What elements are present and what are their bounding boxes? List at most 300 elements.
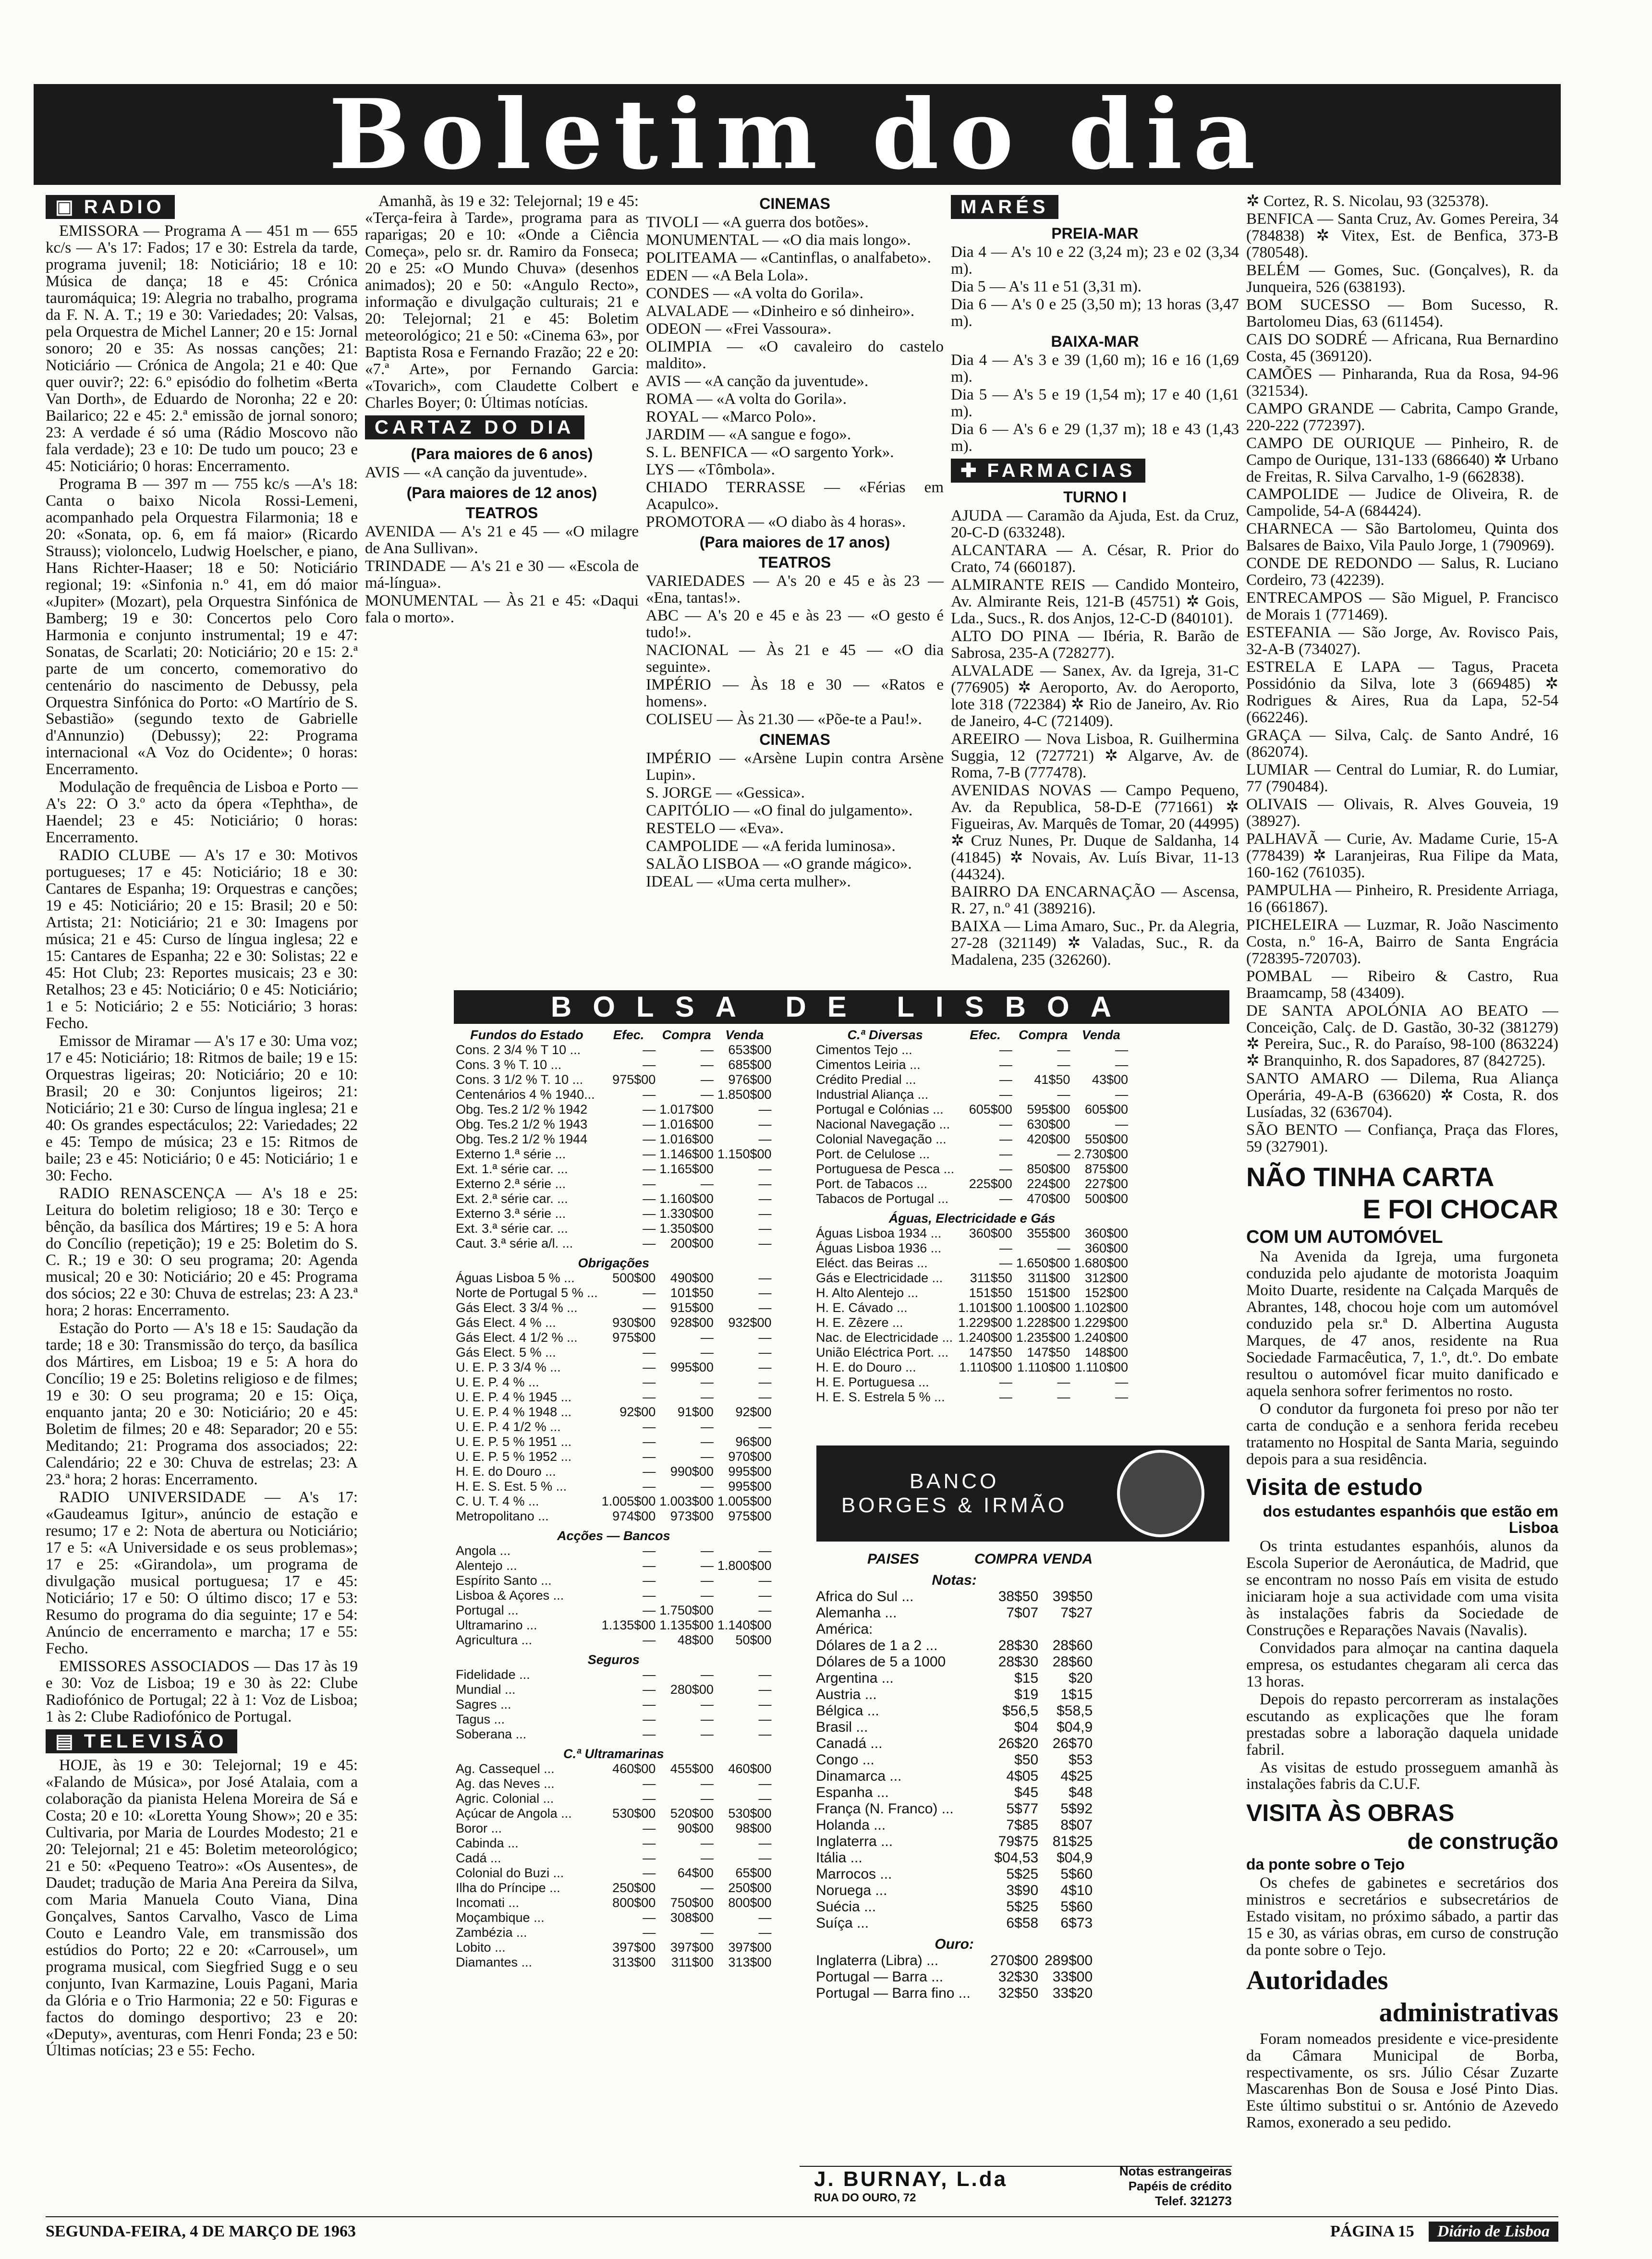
table-row — [814, 1850, 1094, 1866]
row-value: 33$00 — [1052, 1969, 1093, 1985]
row-label: H. Alto Alentejo ... — [816, 1286, 919, 1300]
row-value: — — [643, 1449, 656, 1464]
table-row — [454, 1776, 774, 1791]
pharmacy-entry: BOM SUCESSO — Bom Sucesso, R. Bartolomeu Dias, 63 (611454). — [1246, 296, 1558, 330]
cambios-table-wrap — [800, 1551, 1232, 2002]
row-value: 1.150$00 — [717, 1147, 772, 1161]
table-row — [814, 1931, 1094, 1953]
row-value: — — [1115, 1390, 1129, 1404]
radio-list — [46, 223, 358, 1725]
row-value: 653$00 — [728, 1043, 772, 1057]
table-row — [454, 1300, 774, 1315]
cartaz-listing: S. JORGE — «Gessica». — [646, 784, 805, 802]
pharmacy-entry: LUMIAR — Central do Lumiar, R. do Lumiar, 77 (790484). — [1246, 761, 1558, 795]
row-value: 2.730$00 — [1074, 1147, 1129, 1161]
row-label: H. E. S. Est. 5 % ... — [456, 1479, 567, 1494]
row-value: — — [758, 1603, 772, 1617]
pharmacy-entry: POMBAL — Ribeiro & Castro, Rua Braamcamp, 58 (43409). — [1246, 967, 1558, 1002]
row-value: — — [700, 1851, 714, 1865]
row-value: 79$75 — [998, 1834, 1039, 1849]
table-row — [454, 1543, 774, 1558]
table-row — [814, 1087, 1130, 1102]
burnay-name: J. BURNAY, L.da — [814, 2167, 1008, 2191]
row-value: 875$00 — [1084, 1162, 1129, 1176]
row-value: 1.850$00 — [717, 1087, 772, 1102]
radio-paragraph: Modulação de frequência de Lisboa e Porto — A's 22: O 3.º acto da ópera «Tephtha», de Haendel; 23 e 45: Noticiário; 0 horas: Encerramento. — [46, 778, 358, 847]
row-label: U. E. P. 4 % 1945 ... — [456, 1390, 572, 1404]
row-value: — — [643, 1132, 656, 1146]
pharmacy-entry: ALMIRANTE REIS — Candido Monteiro, Av. Almirante Reis, 121-B (45751) ✲ Gois, Lda., Sucs., R. dos Anjos, 12-C-D (840101). — [951, 576, 1239, 627]
row-value: — — [758, 1206, 772, 1221]
table-header-cell: VENDA — [1042, 1551, 1093, 1567]
row-value: $04,9 — [1057, 1719, 1093, 1735]
row-label: Africa do Sul ... — [816, 1589, 914, 1604]
row-value: — — [700, 1449, 714, 1464]
row-value: — — [758, 1851, 772, 1865]
row-value: $50 — [1014, 1752, 1039, 1768]
row-label: Ag. Cassequel ... — [456, 1761, 555, 1776]
table-row — [814, 1206, 1130, 1226]
row-value: — — [999, 1147, 1012, 1161]
row-label: França (N. Franco) ... — [816, 1801, 954, 1817]
row-value: — — [700, 1558, 714, 1573]
row-value: 975$00 — [612, 1072, 656, 1087]
row-value: 520$00 — [670, 1806, 714, 1821]
cartaz-listing: ODEON — «Frei Vassoura». — [646, 320, 832, 338]
row-value: — — [999, 1132, 1012, 1146]
row-value: — — [643, 1043, 656, 1057]
row-value: 4$25 — [1060, 1768, 1093, 1784]
table-row — [454, 1588, 774, 1603]
section-label: Notas: — [932, 1572, 977, 1588]
row-value: 976$00 — [728, 1072, 772, 1087]
table-row — [454, 1286, 774, 1300]
row-value: 147$50 — [969, 1345, 1012, 1360]
row-value: — — [999, 1162, 1012, 1176]
table-row — [814, 1638, 1094, 1654]
row-value: — — [1057, 1390, 1070, 1404]
table-row — [454, 1162, 774, 1177]
row-value: 930$00 — [612, 1315, 656, 1330]
footer-page: PÁGINA 15 — [1330, 2223, 1414, 2240]
row-label: H. E. do Douro ... — [456, 1464, 556, 1479]
table-row — [814, 1345, 1130, 1360]
bolsa-left-table-wrap — [454, 1028, 838, 1970]
row-label: Colonial Navegação ... — [816, 1132, 947, 1146]
right-column — [1246, 192, 1558, 2209]
story-paragraph: As visitas de estudo prosseguem amanhã às instalações fabris da C.U.F. — [1246, 1759, 1558, 1793]
row-value: — — [758, 1682, 772, 1697]
row-value: 800$00 — [728, 1895, 772, 1910]
section-label: Ouro: — [935, 1936, 974, 1952]
row-value: 975$00 — [612, 1330, 656, 1345]
row-value: 1.016$00 — [659, 1117, 714, 1131]
farmacias-list-continued — [1246, 193, 1558, 1155]
row-value: 1.102$00 — [1074, 1300, 1129, 1315]
row-label: Centenários 4 % 1940... — [456, 1087, 595, 1102]
cinemas-column — [646, 192, 944, 989]
row-value: — — [643, 1603, 656, 1617]
row-value: — — [1057, 1043, 1070, 1057]
cartaz-listing: TIVOLI — «A guerra dos botões». — [646, 213, 869, 231]
row-value: — — [643, 1221, 656, 1236]
row-value: — — [643, 1162, 656, 1176]
row-value: — — [643, 1588, 656, 1603]
row-value: — — [758, 1271, 772, 1285]
row-value: 32$50 — [998, 1985, 1039, 2001]
row-label: Ultramarino ... — [456, 1618, 537, 1632]
radio-paragraph: Emissor de Miramar — A's 17 e 30: Uma voz; 17 e 45: Noticiário; 18: Ritmos de baile; 19 e 15: Orquestras ligeiras; 20: Noticiário; 20 e 10: Brasil; 20 e 30: Conjuntos ligeiros; 21: Noticiário; 21 e 30: Curso de língua inglesa; 21 e 40: Os grandes espectáculos; 22: Variedades; 22 e 45: Tempo de música; 23 e 15: Ritmos de baile; 23 e 45: Noticiário; 0 e 45: Noticiário; 1 e 30: Fecho. — [46, 1032, 358, 1184]
row-value: — — [643, 1177, 656, 1191]
tv-paragraph: Amanhã, às 19 e 32: Telejornal; 19 e 45: «Terça-feira à Tarde», programa para as raparigas; 20 e 10: «Onde a Ciência Começa», pelo sr. dr. Ramiro da Fonseca; 20 e 25: «O Mundo Chuva» (desenhos animados); 20 e 50: «Angulo Recto», informação e divulgação culturais; 21 e 20: Telejornal; 21 e 45: Boletim meteorológico; 21 e 50: «Cinema 63», por Baptista Rosa e Fernando Frazão; 22 e 20: «7.ª Arte», por Fernando Garcia: «Tovarich», com Claudette Colbert e Charles Boyer; 0: Últimas notícias. — [365, 193, 639, 412]
row-value: 915$00 — [670, 1300, 714, 1315]
row-value: — — [758, 1345, 772, 1360]
row-value: 311$00 — [1028, 1271, 1070, 1285]
pharmacy-entry: ALCANTARA — A. César, R. Prior do Crato, 74 (660187). — [951, 542, 1239, 576]
table-header-cell: Efec. — [613, 1028, 644, 1042]
row-value: — — [700, 1177, 714, 1191]
tide-entry: Dia 6 — A's 0 e 25 (3,50 m); 13 horas (3,47 m). — [951, 296, 1239, 330]
row-label: U. E. P. 4 1/2 % ... — [456, 1420, 561, 1434]
table-row — [454, 1603, 774, 1618]
row-value: 1.003$00 — [659, 1494, 714, 1508]
row-value: $58,5 — [1057, 1703, 1093, 1719]
pharmacy-entry: CAIS DO SODRÉ — Africana, Rua Bernardino Costa, 45 (369120). — [1246, 330, 1558, 365]
cartaz-listing: CAMPOLIDE — «A ferida luminosa». — [646, 837, 896, 855]
row-value: 28$60 — [1052, 1638, 1093, 1653]
table-row — [454, 1697, 774, 1712]
row-value: 6$58 — [1006, 1915, 1039, 1931]
row-value: — — [758, 1286, 772, 1300]
row-label: Soberana ... — [456, 1727, 527, 1741]
row-value: — — [643, 1925, 656, 1940]
pharmacy-entry: AJUDA — Caramão da Ajuda, Est. da Cruz, 20-C-D (633248). — [951, 507, 1239, 542]
pharmacy-entry: CAMPOLIDE — Judice de Oliveira, R. de Campolide, 54-A (684424). — [1246, 486, 1558, 520]
cartaz-listing: ABC — A's 20 e 45 e às 23 — «O gesto é tudo!». — [646, 607, 944, 642]
row-label: Marrocos ... — [816, 1866, 892, 1882]
row-value: 147$50 — [1027, 1345, 1070, 1360]
row-value: — — [758, 1573, 772, 1588]
tv-list-continued — [365, 193, 639, 412]
row-value: — — [643, 1117, 656, 1131]
table-row — [814, 1286, 1130, 1300]
table-row — [814, 1785, 1094, 1801]
row-value: 1.016$00 — [659, 1132, 714, 1146]
row-label: Suíça ... — [816, 1915, 869, 1931]
cambios-head — [814, 1551, 1094, 1567]
cartaz-listing: ROMA — «A volta do Gorila». — [646, 390, 847, 408]
row-label: U. E. P. 4 % 1948 ... — [456, 1405, 572, 1419]
story-paragraph: Na Avenida da Igreja, uma furgoneta conduzida pelo ajudante de motorista Joaquim Moito Duarte, residente na Calçada Marquês de Abrantes, 148, chocou hoje com um automóvel conduzido pela sr.ª D. Albertina Augusta Marques, de 47 anos, residente na Rua Sociedade Farmacêutica, 7, 1.º, dt.º. Do embate resultou o automóvel ficar muito danificado e aquela senhora sofrer ferimentos no rosto. — [1246, 1248, 1558, 1400]
row-value: — — [700, 1345, 714, 1360]
row-value: — — [700, 1925, 714, 1940]
table-row — [454, 1791, 774, 1806]
pharmacy-entry: CHARNECA — São Bartolomeu, Quinta dos Balsares de Baixo, Vila Paulo Jorge, 1 (790969). — [1246, 520, 1558, 555]
tv-cartaz-column — [365, 192, 639, 989]
table-row — [814, 1768, 1094, 1785]
row-value: 224$00 — [1027, 1177, 1070, 1191]
row-value: 1.135$00 — [601, 1618, 656, 1632]
row-value — [972, 1621, 1040, 1638]
row-value: 1.240$00 — [958, 1330, 1012, 1345]
cartaz-listing: PROMOTORA — «O diabo às 4 horas». — [646, 513, 906, 531]
row-value: 460$00 — [612, 1761, 656, 1776]
carta-headline-2: E FOI CHOCAR — [1362, 1194, 1558, 1225]
row-value: 975$00 — [728, 1509, 772, 1523]
row-value: 5$25 — [1006, 1866, 1039, 1882]
row-value: 1.330$00 — [659, 1206, 714, 1221]
table-row — [454, 1057, 774, 1072]
row-value: — — [700, 1543, 714, 1558]
table-row — [454, 1836, 774, 1851]
pharmacy-entry: OLIVAIS — Olivais, R. Alves Gouveia, 19 (38927). — [1246, 795, 1558, 830]
pharmacy-entry: CONDE DE REDONDO — Salus, R. Luciano Cordeiro, 73 (42239). — [1246, 555, 1558, 589]
pharmacy-entry: CAMÕES — Pinharanda, Rua da Rosa, 94-96 (321534). — [1246, 365, 1558, 400]
table-row — [454, 1509, 774, 1524]
row-label: Águas Lisboa 1936 ... — [816, 1241, 942, 1255]
row-value: — — [700, 1588, 714, 1603]
cartaz-listing: LYS — «Tômbola». — [646, 461, 775, 479]
row-value: 148$00 — [1084, 1345, 1129, 1360]
row-value: — — [700, 1043, 714, 1057]
cartaz-teatros-12-list — [365, 523, 639, 626]
row-value: — — [758, 1667, 772, 1682]
story-paragraph: Os trinta estudantes espanhóis, alunos da Escola Superior de Aeronáutica, de Madrid, que se encontram no nosso País em visita de estudo iniciaram hoje a sua actividade com uma visita às instalações fabris da Sociedade de Construções e Reparações Navais (Navalis). — [1246, 1537, 1558, 1639]
row-label: Portuguesa de Pesca ... — [816, 1162, 955, 1176]
bolsa-left-table — [454, 1028, 774, 1970]
row-value: — — [999, 1375, 1012, 1389]
row-label: Ext. 3.ª série car. ... — [456, 1221, 568, 1236]
preia-mar-list — [951, 244, 1239, 330]
row-label: Águas Lisboa 1934 ... — [816, 1226, 942, 1240]
table-row — [454, 1761, 774, 1776]
cartaz-listing: JARDIM — «A sangue e fogo». — [646, 425, 851, 443]
row-value: — — [758, 1221, 772, 1236]
table-row — [814, 1654, 1094, 1670]
table-row — [814, 1736, 1094, 1752]
row-value: 289$00 — [1045, 1953, 1093, 1968]
row-value: 5$92 — [1060, 1801, 1093, 1817]
table-row — [814, 1256, 1130, 1271]
cartaz-listing: RESTELO — «Eva». — [646, 819, 784, 837]
teatros-17-list — [646, 573, 944, 728]
autoridades-story — [1246, 2031, 1558, 2132]
row-value: 7$27 — [1060, 1605, 1093, 1621]
row-label: Austria ... — [816, 1687, 877, 1702]
row-label: Lisboa & Açores ... — [456, 1588, 564, 1603]
row-value: 313$00 — [728, 1955, 772, 1969]
row-value: 750$00 — [670, 1895, 714, 1910]
row-label: Águas Lisboa 5 % ... — [456, 1271, 575, 1285]
story-paragraph: O condutor da furgoneta foi preso por não ter carta de condução e a senhora ferida recebeu tratamento no Hospital de Santa Maria, seguindo depois para a sua residência. — [1246, 1400, 1558, 1468]
row-label: Externo 3.ª série ... — [456, 1206, 566, 1221]
row-value: 1$15 — [1060, 1687, 1093, 1702]
row-value: 101$50 — [670, 1286, 714, 1300]
farmacias-header: ✚ FARMACIAS — [951, 459, 1145, 483]
row-value: 1.101$00 — [958, 1300, 1012, 1315]
row-value: — — [1115, 1043, 1129, 1057]
row-value: 50$00 — [735, 1633, 772, 1647]
row-value: 152$00 — [1084, 1286, 1129, 1300]
row-value: — — [643, 1791, 656, 1806]
cartaz-age6: (Para maiores de 6 anos) — [411, 445, 593, 462]
row-value: — — [643, 1836, 656, 1850]
row-value: — — [700, 1072, 714, 1087]
row-label: Nacional Navegação ... — [816, 1117, 950, 1131]
row-value: — — [643, 1420, 656, 1434]
row-value: 39$50 — [1052, 1589, 1093, 1604]
tv-paragraph: HOJE, às 19 e 30: Telejornal; 19 e 45: «Falando de Música», por José Atalaia, com a colaboração da pianista Helena Moreira de Sá e Costa; 20 e 10: «Loretta Young Show»; 20 e 35: Cultivaria, por Maria de Lourdes Modesto; 21 e 20: Telejornal; 21 e 45: Boletim meteorológico; 21 e 50: «Pequeno Teatro»: «Os Ausentes», de Daudet; tradução de Maria Ana Pereira da Silva, com Maria Manuela Couto Viana, Dina Gonçalves, Santos Carvalho, Vasco de Lima Couto e Leandro Vale, em transmissão dos estúdios do Porto; 22 e 20: «Carrousel», um programa musical, com Siegfried Sugg e o seu conjunto, Ivan Karmazine, Louis Pagani, Maria da Glória e o Trio Harmonia; 22 e 50: Figuras e factos do domingo desportivo; 23 e 20: «Deputy», aventuras, com Henri Fonda; 23 e 50: Últimas notícias; 23 e 55: Fecho. — [46, 1757, 358, 2060]
row-value: 28$30 — [998, 1638, 1039, 1653]
row-value: — — [1115, 1117, 1129, 1131]
cartaz-listing: TRINDADE — A's 21 e 30 — «Escola de má-língua». — [365, 557, 639, 592]
row-value: 312$00 — [1084, 1271, 1129, 1285]
table-row — [814, 1985, 1094, 2002]
pharmacy-entry: BAIXA — Lima Amaro, Suc., Pr. da Alegria, 27-28 (321149) ✲ Valadas, Suc., R. da Madalena, 235 (326260). — [951, 918, 1239, 969]
row-value: 605$00 — [969, 1102, 1012, 1117]
row-label: Cabinda ... — [456, 1836, 519, 1850]
row-value: 1.650$00 — [1016, 1256, 1070, 1270]
obras-story — [1246, 1875, 1558, 1959]
burnay-address: RUA DO OURO, 72 — [814, 2191, 916, 2204]
row-label: Alentejo ... — [456, 1558, 517, 1573]
pharmacy-entry: BELÉM — Gomes, Suc. (Gonçalves), R. da Junqueira, 526 (638193). — [1246, 261, 1558, 296]
row-value: 8$07 — [1060, 1817, 1093, 1833]
row-value: 5$77 — [1006, 1801, 1039, 1817]
row-label: Gás Elect. 4 1/2 % ... — [456, 1330, 578, 1345]
cartaz-listing: ALVALADE — «Dinheiro e só dinheiro». — [646, 302, 915, 320]
obras-headline-2: de construção — [1407, 1828, 1558, 1854]
row-label: Cons. 3 1/2 % T. 10 ... — [456, 1072, 583, 1087]
row-label: Port. de Tabacos ... — [816, 1177, 928, 1191]
table-header-cell: Compra — [662, 1028, 711, 1042]
row-value: 1.800$00 — [717, 1558, 772, 1573]
tide-entry: Dia 4 — A's 10 e 22 (3,24 m); 23 e 02 (3,34 m). — [951, 243, 1239, 278]
row-label: Cons. 3 % T. 10 ... — [456, 1057, 562, 1072]
row-value: 32$30 — [998, 1969, 1039, 1985]
row-value: — — [758, 1330, 772, 1345]
row-value: 65$00 — [735, 1866, 772, 1880]
row-value: 91$00 — [677, 1405, 714, 1419]
row-value: 850$00 — [1027, 1162, 1070, 1176]
cartaz-listing: AVIS — «A canção da juventude». — [365, 463, 588, 481]
row-value: 41$50 — [1034, 1072, 1070, 1087]
cartaz-listing: SALÃO LISBOA — «O grande mágico». — [646, 855, 912, 873]
row-value: 1.350$00 — [659, 1221, 714, 1236]
banco-seal-icon — [1117, 1450, 1204, 1537]
table-row — [454, 1955, 774, 1970]
table-header-cell: COMPRA — [974, 1551, 1039, 1567]
row-label: Obg. Tes.2 1/2 % 1944 — [456, 1132, 588, 1146]
row-value: 28$30 — [998, 1654, 1039, 1670]
row-value: 43$00 — [1092, 1072, 1129, 1087]
cartaz-listing: POLITEAMA — «Cantinflas, o analfabeto». — [646, 249, 931, 267]
row-value: 1.017$00 — [659, 1102, 714, 1117]
row-label: Fidelidade ... — [456, 1667, 530, 1682]
row-value: 397$00 — [612, 1940, 656, 1955]
table-row — [454, 1330, 774, 1345]
row-value: 995$00 — [670, 1360, 714, 1374]
row-label: Suécia ... — [816, 1899, 876, 1915]
row-value: — — [643, 1191, 656, 1206]
table-row — [454, 1315, 774, 1330]
row-value: 227$00 — [1084, 1177, 1129, 1191]
row-label: Caut. 3.ª série a/l. ... — [456, 1236, 573, 1251]
row-label: Boror ... — [456, 1821, 502, 1835]
bolsa-title: BOLSA DE LISBOA — [454, 990, 1229, 1024]
table-row — [454, 1682, 774, 1697]
row-label: Canadá ... — [816, 1736, 883, 1751]
obras-headline-3: da ponte sobre o Tejo — [1246, 1856, 1405, 1873]
cambios-table — [814, 1551, 1094, 2002]
table-row — [454, 1742, 774, 1761]
row-value: 92$00 — [735, 1405, 772, 1419]
row-value: 250$00 — [612, 1881, 656, 1895]
row-value: — — [643, 1851, 656, 1865]
table-row — [454, 1236, 774, 1251]
table-row — [454, 1667, 774, 1682]
row-value: 397$00 — [670, 1940, 714, 1955]
row-value: — — [643, 1697, 656, 1712]
row-value: 928$00 — [670, 1315, 714, 1330]
row-value: $56,5 — [1002, 1703, 1039, 1719]
cartaz-listing: MONUMENTAL — Às 21 e 45: «Daqui fala o morto». — [365, 592, 639, 626]
row-value: — — [758, 1925, 772, 1940]
carta-story — [1246, 1249, 1558, 1468]
row-label: U. E. P. 4 % ... — [456, 1375, 539, 1389]
row-value: — — [700, 1057, 714, 1072]
row-label: C. U. T. 4 % ... — [456, 1494, 539, 1508]
table-row — [814, 1271, 1130, 1286]
table-row — [814, 1953, 1094, 1969]
table-row — [454, 1494, 774, 1509]
row-value: — — [643, 1558, 656, 1573]
table-row — [814, 1132, 1130, 1147]
row-label: Agric. Colonial ... — [456, 1791, 554, 1806]
table-row — [814, 1567, 1094, 1589]
row-value: 5$60 — [1060, 1899, 1093, 1915]
row-label: América: — [816, 1621, 873, 1637]
row-value: 280$00 — [670, 1682, 714, 1697]
row-value: 308$00 — [670, 1910, 714, 1925]
table-row — [814, 1817, 1094, 1834]
table-row — [454, 1405, 774, 1420]
row-value: 360$00 — [1084, 1226, 1129, 1240]
row-value: 4$05 — [1006, 1768, 1039, 1784]
table-row — [814, 1102, 1130, 1117]
page-footer — [46, 2216, 1558, 2246]
row-value: — — [643, 1434, 656, 1449]
table-row — [454, 1271, 774, 1286]
pharmacy-entry: ALTO DO PINA — Ibéria, R. Barão de Sabrosa, 235-A (728277). — [951, 627, 1239, 662]
table-row — [454, 1360, 774, 1375]
row-label: Dólares de 1 a 2 ... — [816, 1638, 938, 1653]
table-row — [814, 1300, 1130, 1315]
row-value: — — [643, 1866, 656, 1880]
row-value: 5$60 — [1060, 1866, 1093, 1882]
row-label: Metropolitano ... — [456, 1509, 549, 1523]
row-value: 1.165$00 — [659, 1162, 714, 1176]
row-value: 7$85 — [1006, 1817, 1039, 1833]
row-value: — — [758, 1360, 772, 1374]
table-header-cell: C.ª Diversas — [847, 1028, 923, 1042]
section-label: C.ª Ultramarinas — [563, 1747, 664, 1761]
row-value: — — [758, 1420, 772, 1434]
row-label: Gás Elect. 5 % ... — [456, 1345, 556, 1360]
row-value: 98$00 — [735, 1821, 772, 1835]
row-label: Eléct. das Beiras ... — [816, 1256, 928, 1270]
row-value: — — [758, 1588, 772, 1603]
